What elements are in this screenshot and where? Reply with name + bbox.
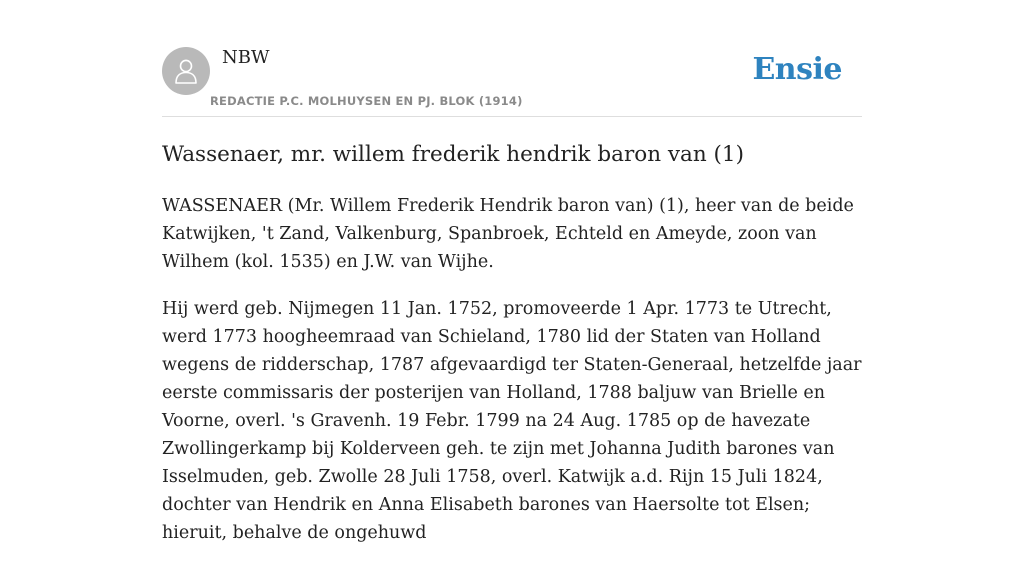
source-name[interactable]: NBW	[222, 47, 270, 68]
avatar[interactable]	[162, 47, 210, 95]
article-paragraph: WASSENAER (Mr. Willem Frederik Hendrik baron van) (1), heer van de beide Katwijken, 't Zand, Valkenburg, Spanbroek, Echteld en Ameyde, zoon van Wilhem (kol. 1535) en J.W. van Wijhe.	[162, 196, 854, 272]
source-header	[162, 44, 862, 117]
brand-logo[interactable]: Ensie	[752, 52, 842, 87]
article-paragraph: Hij werd geb. Nijmegen 11 Jan. 1752, promoveerde 1 Apr. 1773 te Utrecht, werd 1773 hoogheemraad van Schieland, 1780 lid der Staten van Holland wegens de ridderschap, 1787 afgevaardigd ter Staten-Generaal, hetzelfde jaar eerste commissaris der posterijen van Holland, 1788 baljuw van Brielle en Voorne, overl. 's Gravenh. 19 Febr. 1799 na 24 Aug. 1785 op de havezate Zwollingerkamp bij Kolderveen geh. te zijn met Johanna Judith barones van Isselmuden, geb. Zwolle 28 Juli 1758, overl. Katwijk a.d. Rijn 15 Juli 1824, dochter van Hendrik en Anna Elisabeth barones van Haersolte tot Elsen; hieruit, behalve de ongehuwd	[162, 299, 862, 543]
user-icon	[173, 57, 199, 85]
source-subtitle: REDACTIE P.C. MOLHUYSEN EN PJ. BLOK (1914)	[210, 94, 523, 108]
article-body	[162, 192, 862, 566]
article-title: Wassenaer, mr. willem frederik hendrik baron van (1)	[162, 142, 745, 167]
